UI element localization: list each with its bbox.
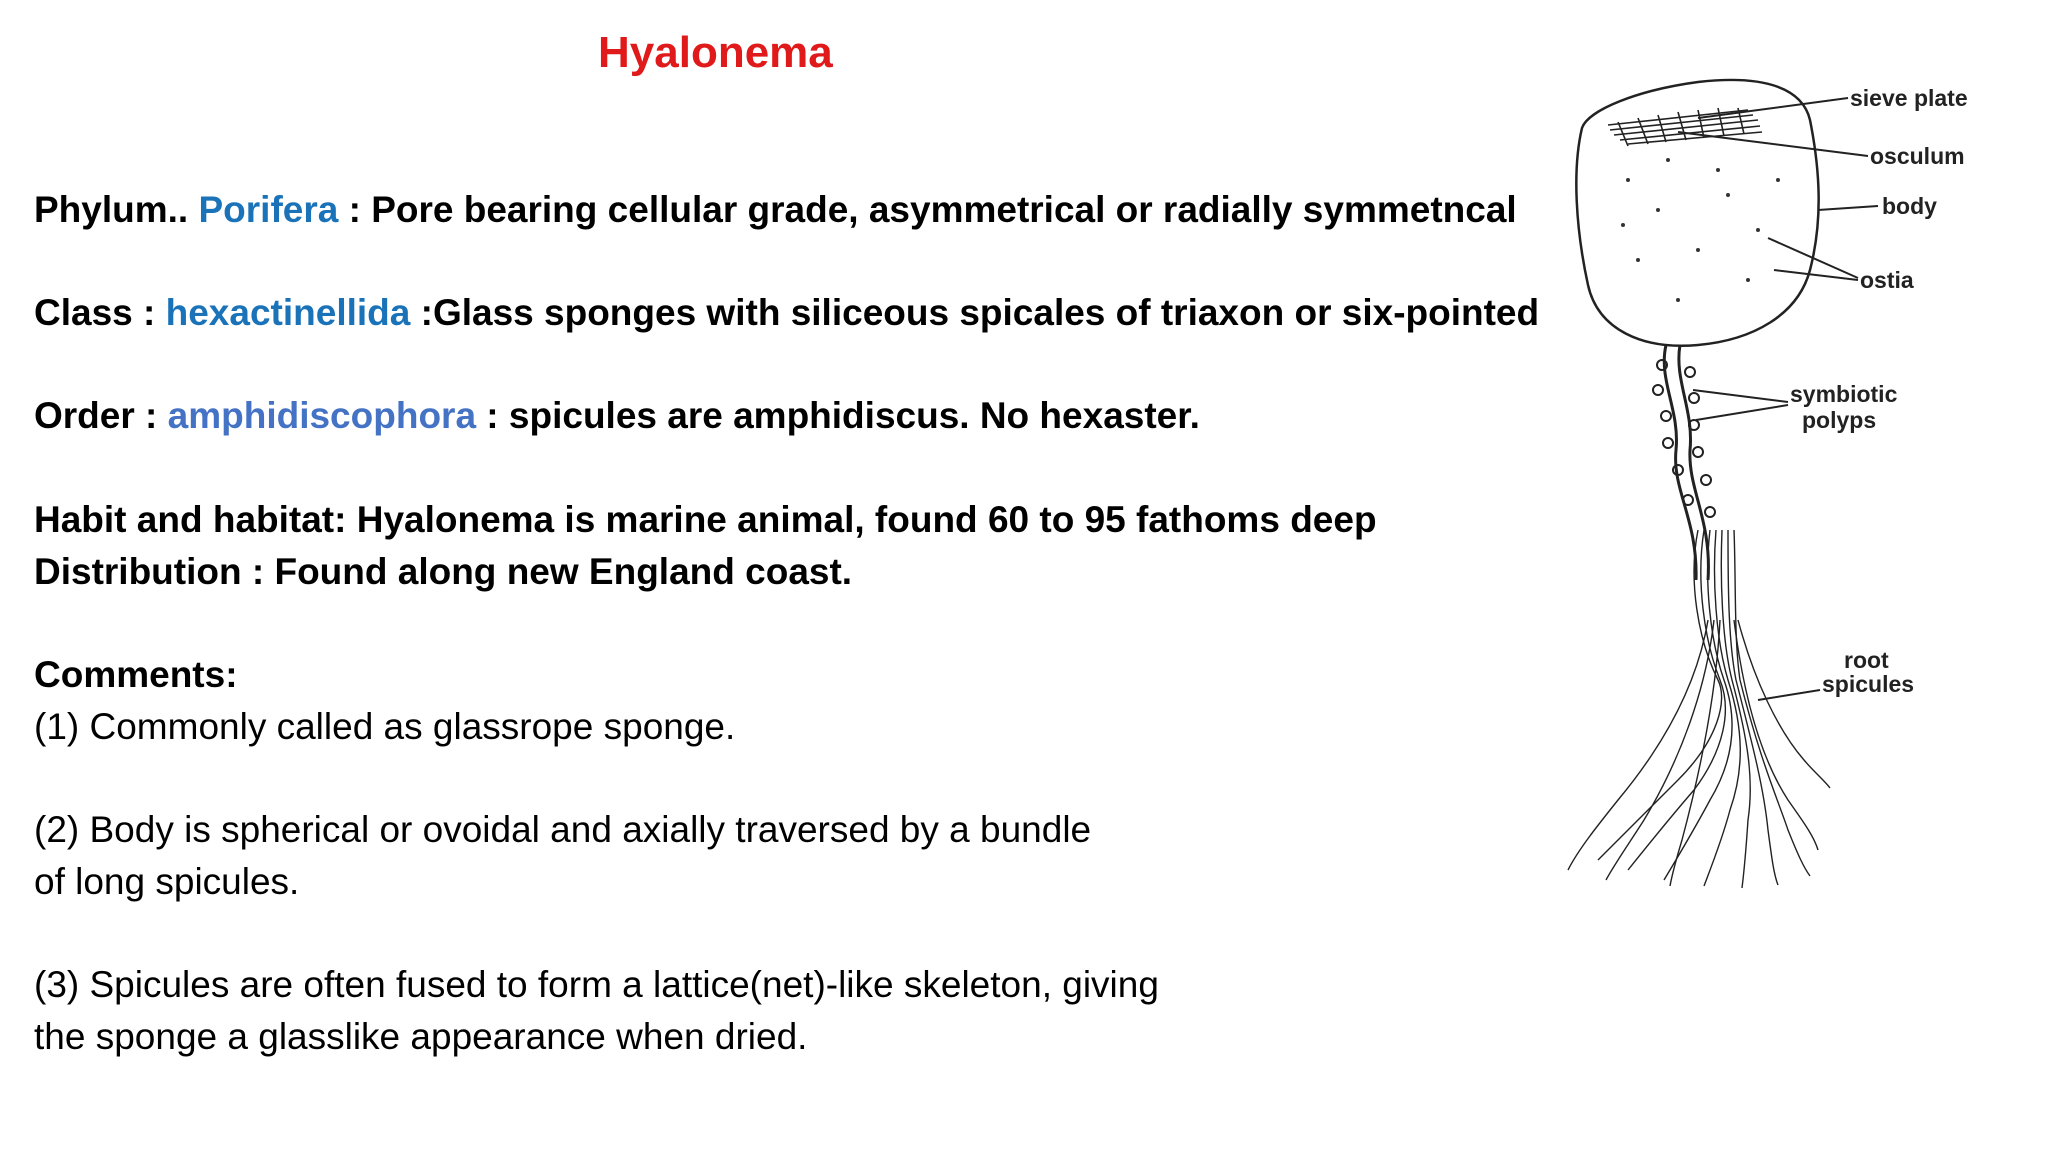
- sponge-body-outline: [1576, 80, 1818, 346]
- comment-3-line-2: the sponge a glasslike appearance when dried.: [34, 1016, 808, 1057]
- comment-2-line-1: (2) Body is spherical or ovoidal and axially traversed by a bundle: [34, 809, 1092, 850]
- label-ostia: ostia: [1860, 267, 1914, 293]
- label-osculum: osculum: [1870, 143, 1965, 169]
- order-label: Order :: [34, 395, 168, 436]
- label-sieve-plate: sieve plate: [1850, 85, 1968, 111]
- hyalonema-diagram: [1548, 60, 2028, 900]
- label-polyps: polyps: [1802, 407, 1877, 433]
- comment-2-line-2: of long spicules.: [34, 861, 300, 902]
- order-taxon: amphidiscophora: [167, 395, 477, 436]
- label-spicules: spicules: [1822, 671, 1915, 697]
- class-line: [34, 291, 1539, 335]
- order-desc: : spicules are amphidiscus. No hexaster.: [476, 395, 1200, 436]
- phylum-taxon: Porifera: [198, 189, 339, 230]
- label-body: body: [1882, 193, 1937, 219]
- label-root: root: [1844, 647, 1889, 673]
- distribution-line: Distribution : Found along new England coast.: [34, 551, 853, 592]
- symbiotic-polyps: [1653, 360, 1715, 517]
- comment-1: (1) Commonly called as glassrope sponge.: [34, 706, 736, 747]
- class-taxon: hexactinellida: [165, 292, 411, 333]
- phylum-line: [34, 188, 1517, 232]
- order-line: [34, 394, 1200, 438]
- comments-heading: Comments:: [34, 654, 238, 695]
- page-title: Hyalonema: [598, 28, 833, 77]
- label-symbiotic: symbiotic: [1790, 381, 1898, 407]
- root-spicules: [1568, 530, 1830, 888]
- habit-line: Habit and habitat: Hyalonema is marine animal, found 60 to 95 fathoms deep: [34, 499, 1377, 540]
- ostia-dots: [1621, 158, 1780, 302]
- phylum-label: Phylum..: [34, 189, 199, 230]
- comment-3-line-1: (3) Spicules are often fused to form a lattice(net)-like skeleton, giving: [34, 964, 1159, 1005]
- class-label: Class :: [34, 292, 166, 333]
- phylum-desc: : Pore bearing cellular grade, asymmetrical or radially symmetncal: [338, 189, 1517, 230]
- class-desc: :Glass sponges with siliceous spicales of triaxon or six-pointed: [410, 292, 1540, 333]
